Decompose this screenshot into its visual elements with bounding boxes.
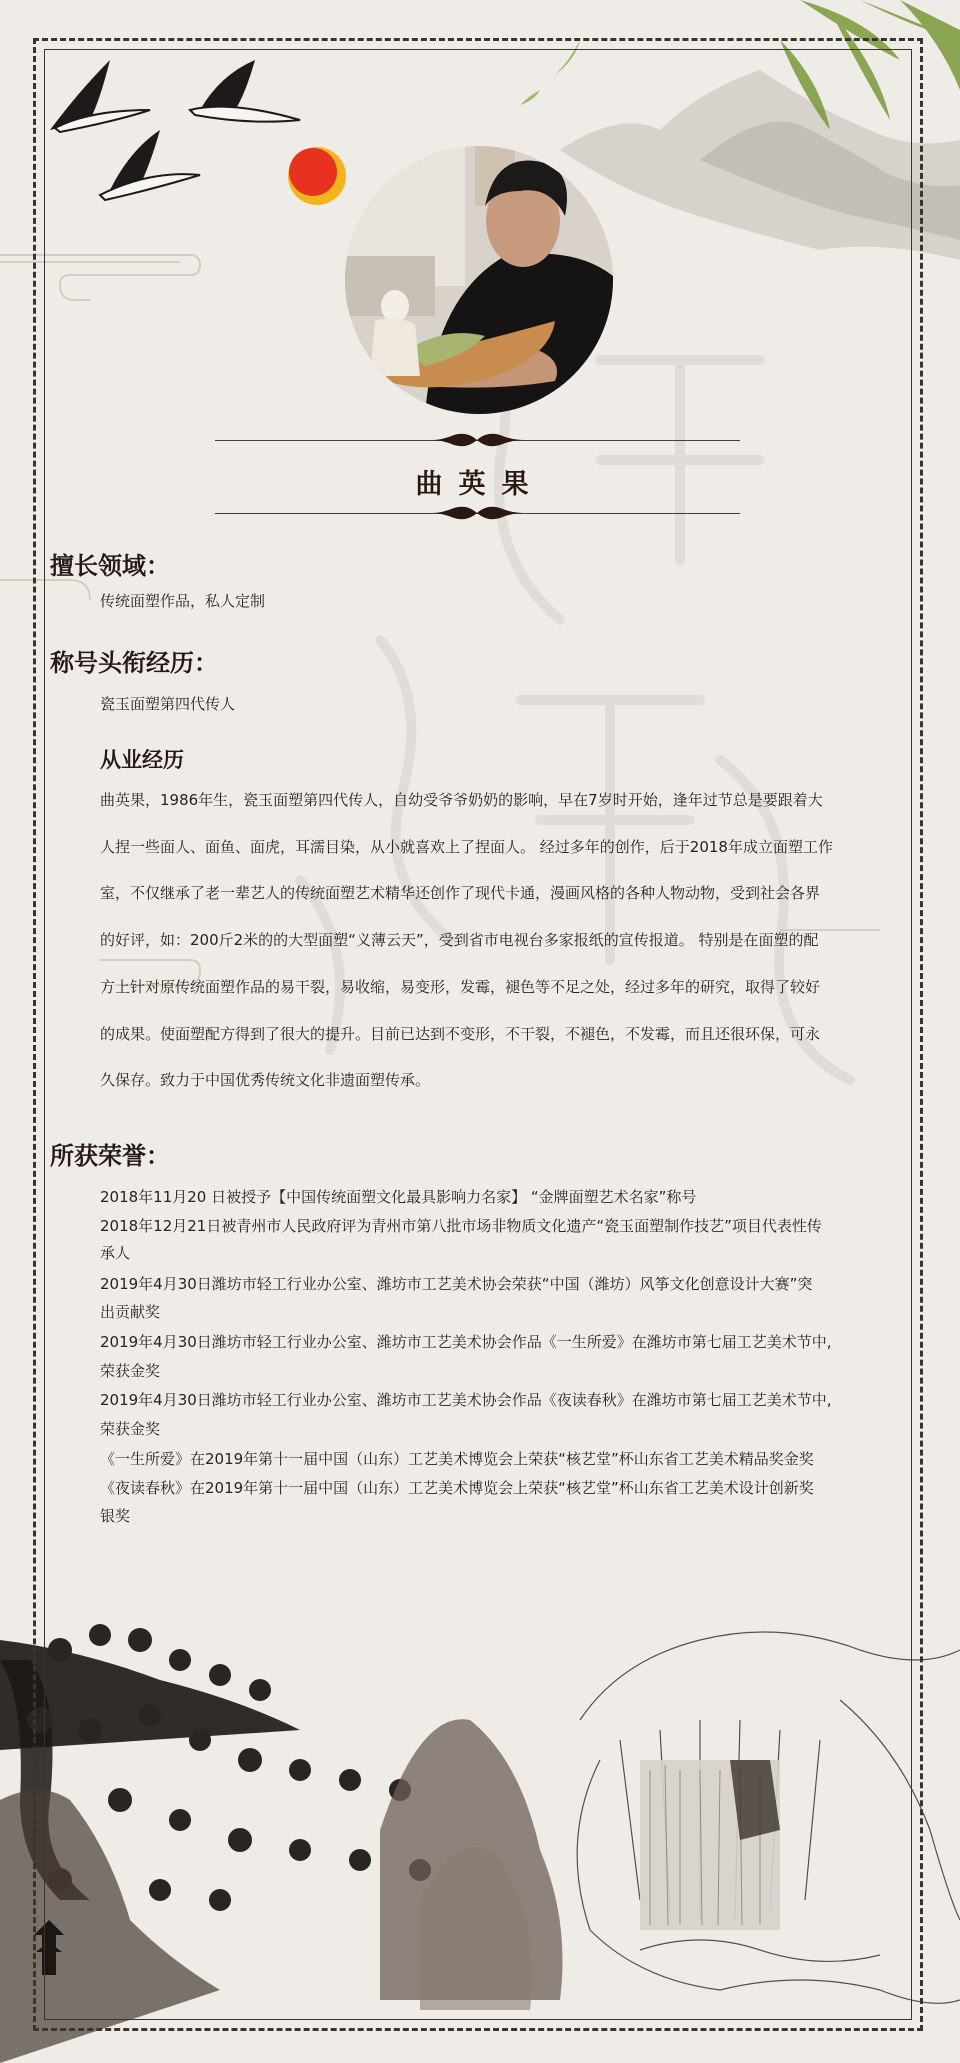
work-line: 曲英果，1986年生，瓷玉面塑第四代传人，自幼受爷爷奶奶的影响，早在7岁时开始，逢年过节总是要跟着大 — [100, 791, 823, 809]
work-line: 久保存。致力于中国优秀传统文化非遗面塑传承。 — [100, 1071, 431, 1089]
honor-line: 2019年4月30日潍坊市轻工行业办公室、潍坊市工艺美术协会作品《一生所爱》在潍坊市第七届工艺美术节中, — [100, 1333, 832, 1351]
work-line: 人捏一些面人、面鱼、面虎，耳濡目染，从小就喜欢上了捏面人。 经过多年的创作，后于2018年成立面塑工作 — [100, 838, 833, 856]
specialty-text: 传统面塑作品，私人定制 — [100, 592, 266, 610]
work-line: 室，不仅继承了老一辈艺人的传统面塑艺术精华还创作了现代卡通，漫画风格的各种人物动物，受到社会各界 — [100, 884, 821, 902]
honor-line: 2019年4月30日潍坊市轻工行业办公室、潍坊市工艺美术协会作品《夜读春秋》在潍坊市第七届工艺美术节中, — [100, 1391, 832, 1409]
honor-line: 出贡献奖 — [100, 1303, 161, 1321]
work-heading: 从业经历 — [100, 748, 184, 772]
specialty-heading: 擅长领域： — [50, 552, 170, 580]
honor-line: 2018年11月20 日被授予【中国传统面塑文化最具影响力名家】 “金牌面塑艺术名家”称号 — [100, 1188, 697, 1206]
titles-heading: 称号头衔经历： — [50, 649, 218, 677]
titles-text: 瓷玉面塑第四代传人 — [100, 695, 236, 713]
portrait-photo — [345, 146, 613, 414]
ornament-bottom-icon — [430, 504, 525, 522]
honor-line: 荣获金奖 — [100, 1362, 161, 1380]
person-name: 曲英果 — [415, 469, 545, 500]
honor-line: 2019年4月30日潍坊市轻工行业办公室、潍坊市工艺美术协会荣获“中国（潍坊）风筝文化创意设计大赛”突 — [100, 1275, 813, 1293]
ornament-top-icon — [430, 431, 525, 449]
honor-line: 《一生所爱》在2019年第十一届中国（山东）工艺美术博览会上荣获“核艺堂”杯山东省工艺美术精品奖金奖 — [100, 1450, 814, 1468]
honor-line: 银奖 — [100, 1507, 131, 1525]
work-line: 的成果。使面塑配方得到了很大的提升。目前已达到不变形，不干裂，不褪色，不发霉，而且还很环保，可永 — [100, 1025, 821, 1043]
honor-line: 承人 — [100, 1244, 131, 1262]
portrait-illustration — [345, 146, 613, 414]
honors-heading: 所获荣誉： — [50, 1142, 170, 1170]
work-line: 方上针对原传统面塑作品的易干裂，易收缩，易变形，发霉，褪色等不足之处，经过多年的研究，取得了较好 — [100, 978, 821, 996]
work-line: 的好评，如：200斤2米的的大型面塑“义薄云天”，受到省市电视台多家报纸的宣传报道。 特别是在面塑的配 — [100, 931, 819, 949]
honor-line: 《夜读春秋》在2019年第十一届中国（山东）工艺美术博览会上荣获“核艺堂”杯山东省工艺美术设计创新奖 — [100, 1479, 814, 1497]
honor-line: 2018年12月21日被青州市人民政府评为青州市第八批市场非物质文化遗产“瓷玉面塑制作技艺”项目代表性传 — [100, 1217, 822, 1235]
honor-line: 荣获金奖 — [100, 1420, 161, 1438]
